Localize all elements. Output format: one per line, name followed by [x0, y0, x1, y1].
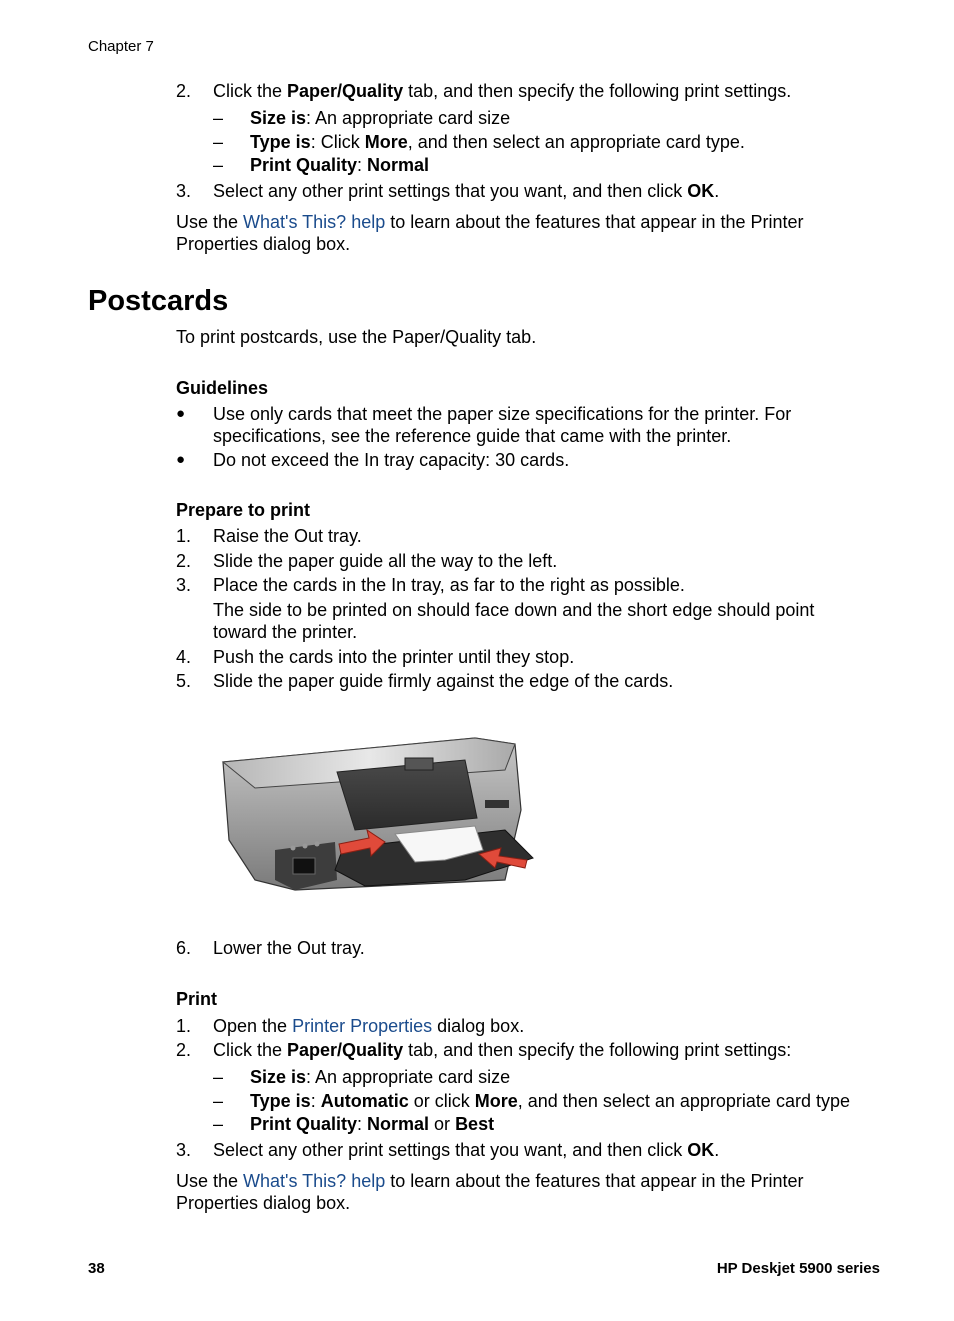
printer-illustration: [215, 730, 540, 902]
prepare-step: Slide the paper guide firmly against the edge of the cards.: [213, 671, 674, 691]
dash: –: [213, 155, 224, 175]
whats-this-help-link[interactable]: What's This? help: [243, 212, 386, 232]
dash: –: [213, 132, 224, 152]
help-paragraph: Use the What's This? help to learn about the features that appear in the Printer: [176, 1171, 804, 1191]
guideline-item: Do not exceed the In tray capacity: 30 cards.: [213, 450, 570, 470]
step-number: 5.: [176, 671, 192, 691]
prepare-step: Raise the Out tray.: [213, 526, 362, 546]
printer-properties-link[interactable]: Printer Properties: [292, 1016, 433, 1036]
intro-text: To print postcards, use the Paper/Quality tab.: [176, 327, 537, 347]
print-heading: Print: [176, 989, 218, 1009]
dash: –: [213, 1114, 224, 1134]
prepare-step: Slide the paper guide all the way to the left.: [213, 551, 558, 571]
dash: –: [213, 1091, 224, 1111]
bullet: ●: [176, 451, 186, 468]
setting-type: Type is: Automatic or click More, and then select an appropriate card type: [250, 1091, 850, 1111]
step-number: 6.: [176, 938, 192, 958]
whats-this-help-link[interactable]: What's This? help: [243, 1171, 386, 1191]
step-number: 2.: [176, 1040, 192, 1060]
setting-size: Size is: An appropriate card size: [250, 1067, 511, 1087]
step-number: 1.: [176, 526, 192, 546]
help-paragraph-line2: Properties dialog box.: [176, 234, 351, 254]
print-step: Select any other print settings that you want, and then click OK.: [213, 1140, 720, 1160]
print-step: Click the Paper/Quality tab, and then specify the following print settings:: [213, 1040, 792, 1060]
prepare-step: Push the cards into the printer until they stop.: [213, 647, 575, 667]
prepare-heading: Prepare to print: [176, 500, 311, 520]
chapter-header: Chapter 7: [88, 38, 154, 55]
bullet: ●: [176, 405, 186, 422]
prepare-step-note: The side to be printed on should face down and the short edge should point: [213, 600, 815, 620]
step-text: Select any other print settings that you want, and then click OK.: [213, 181, 720, 201]
dash: –: [213, 108, 224, 128]
step-number: 2.: [176, 81, 192, 101]
guidelines-heading: Guidelines: [176, 378, 269, 398]
setting-type: Type is: Click More, and then select an appropriate card type.: [250, 132, 745, 152]
setting-quality: Print Quality: Normal: [250, 155, 430, 175]
step-number: 3.: [176, 181, 192, 201]
setting-size: Size is: An appropriate card size: [250, 108, 511, 128]
prepare-step: Place the cards in the In tray, as far to the right as possible.: [213, 575, 685, 595]
prepare-step: Lower the Out tray.: [213, 938, 365, 958]
step-number: 2.: [176, 551, 192, 571]
step-number: 3.: [176, 575, 192, 595]
step-number: 1.: [176, 1016, 192, 1036]
print-step: Open the Printer Properties dialog box.: [213, 1016, 525, 1036]
guideline-item: Use only cards that meet the paper size specifications for the printer. For: [213, 404, 792, 424]
dash: –: [213, 1067, 224, 1087]
step-number: 3.: [176, 1140, 192, 1160]
help-paragraph: Use the What's This? help to learn about the features that appear in the Printer: [176, 212, 804, 232]
step-text: Click the Paper/Quality tab, and then specify the following print settings.: [213, 81, 792, 101]
page-number: 38: [88, 1260, 105, 1277]
setting-quality: Print Quality: Normal or Best: [250, 1114, 495, 1134]
prepare-step-note-line2: toward the printer.: [213, 622, 358, 642]
step-number: 4.: [176, 647, 192, 667]
help-paragraph-line2: Properties dialog box.: [176, 1193, 351, 1213]
guideline-item-line2: specifications, see the reference guide that came with the printer.: [213, 426, 732, 446]
section-title: Postcards: [88, 285, 229, 317]
product-name: HP Deskjet 5900 series: [716, 1260, 880, 1277]
